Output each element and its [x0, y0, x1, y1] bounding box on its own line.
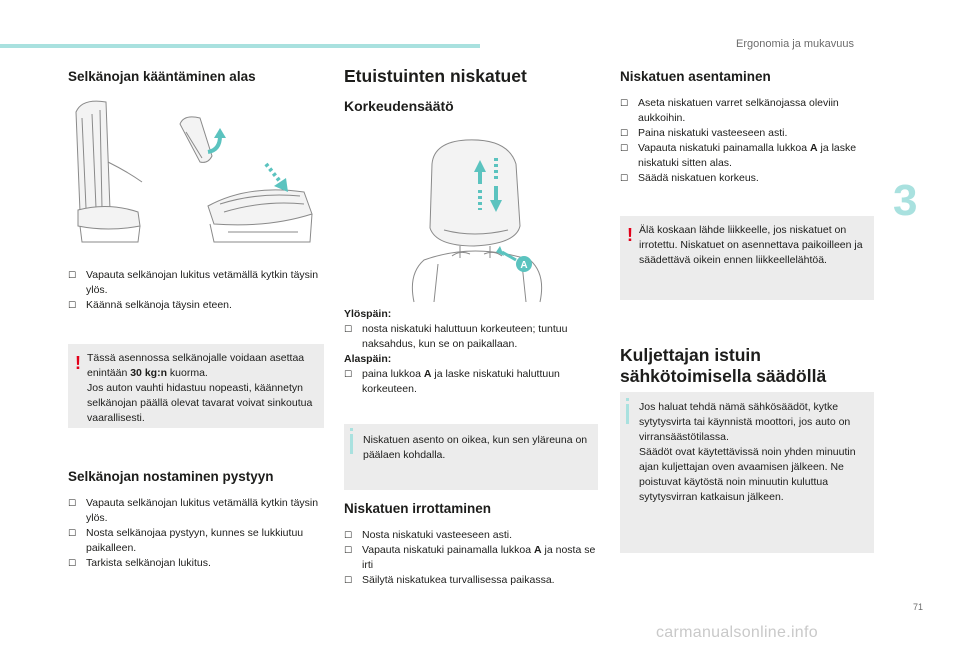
checkbox-icon: ☐	[344, 369, 353, 379]
warning-box	[620, 216, 874, 300]
remove-steps	[344, 528, 600, 588]
heading-fold-backrest: Selkänojan kääntäminen alas	[68, 69, 256, 84]
info-icon	[350, 434, 353, 454]
heading-install-headrest: Niskatuen asentaminen	[620, 69, 771, 84]
step-item: ☐ Paina niskatuki vasteeseen asti.	[620, 127, 788, 139]
step-item: ☐ Aseta niskatuen varret selkänojassa oleviin aukkoihin.	[620, 97, 839, 124]
step-item: ☐ Nosta selkänojaa pystyyn, kunnes se lukkiutuu paikalleen.	[68, 527, 304, 554]
info-box	[344, 424, 598, 490]
warning-icon: !	[627, 225, 633, 245]
chapter-number: 3	[893, 176, 918, 225]
info-line-2: Säädöt ovat käytettävissä noin yhden minuutin ajan kuljettajan oven avaamisen jälkeen. Ne poistuvat käytöstä noin minuutin kuluttua sytytysvirran katkaisun jälkeen.	[639, 446, 856, 503]
seat-fold-illustration	[68, 92, 324, 254]
checkbox-icon: ☐	[344, 530, 353, 540]
checkbox-icon: ☐	[68, 528, 77, 538]
label-down: Alaspäin:	[344, 353, 392, 365]
step-item: ☐ Vapauta niskatuki painamalla lukkoa A ja nosta se irti	[344, 544, 596, 571]
warning-text: Älä koskaan lähde liikkeelle, jos niskatuet on irrotettu. Niskatuet on asennettava paikoilleen ja säädettävä oikein ennen liikkeellelähtöä.	[639, 224, 863, 266]
info-icon	[626, 404, 629, 424]
info-line-1: Jos haluat tehdä nämä sähkösäädöt, kytke sytytysvirta tai käynnistä moottori, jos auto on virransäästötilassa.	[639, 401, 851, 443]
checkbox-icon: ☐	[344, 575, 353, 585]
page-number: 71	[913, 602, 924, 612]
step-item: ☐ Vapauta niskatuki painamalla lukkoa A ja laske niskatuki sitten alas.	[620, 142, 857, 169]
title-line-1: Kuljettajan istuin	[620, 345, 761, 365]
step-item: ☐ Käännä selkänoja täysin eteen.	[68, 299, 232, 311]
watermark: carmanualsonline.info	[656, 624, 818, 641]
info-text: Niskatuen asento on oikea, kun sen yläreuna on päälaen kohdalla.	[363, 434, 588, 461]
warning-box	[68, 344, 324, 428]
section-title: Ergonomia ja mukavuus	[736, 38, 855, 50]
checkbox-icon: ☐	[68, 270, 77, 280]
step-item: ☐ Nosta niskatuki vasteeseen asti.	[344, 529, 512, 541]
title-driver-seat	[620, 345, 826, 387]
subtitle-height-adjust: Korkeudensäätö	[344, 98, 454, 114]
install-steps	[620, 96, 876, 186]
steps-raise	[68, 496, 324, 571]
step-item: ☐ nosta niskatuki haluttuun korkeuteen; tuntuu naksahdus, kun se on paikallaan.	[344, 323, 568, 350]
checkbox-icon: ☐	[620, 98, 629, 108]
step-item: ☐ Tarkista selkänojan lukitus.	[68, 557, 211, 569]
page-title-headrests: Etuistuinten niskatuet	[344, 66, 527, 86]
warning-icon: !	[75, 353, 81, 373]
checkbox-icon: ☐	[620, 173, 629, 183]
step-item: ☐ paina lukkoa A ja laske niskatuki haluttuun korkeuteen.	[344, 368, 560, 395]
step-item: ☐ Säädä niskatuen korkeus.	[620, 172, 759, 184]
step-item: ☐ Säilytä niskatukea turvallisessa paikassa.	[344, 574, 555, 586]
label-up: Ylöspäin:	[344, 308, 392, 320]
heading-raise-backrest: Selkänojan nostaminen pystyyn	[68, 469, 274, 484]
checkbox-icon: ☐	[620, 128, 629, 138]
title-line-2: sähkötoimisella säädöllä	[620, 366, 827, 386]
step-item: ☐ Vapauta selkänojan lukitus vetämällä kytkin täysin ylös.	[68, 497, 319, 524]
checkbox-icon: ☐	[344, 324, 353, 334]
heading-remove-headrest: Niskatuen irrottaminen	[344, 501, 492, 516]
checkbox-icon: ☐	[620, 143, 629, 153]
checkbox-icon: ☐	[68, 498, 77, 508]
headrest-illustration	[404, 134, 564, 304]
height-adjust-steps	[344, 307, 600, 397]
figure-label-a: A	[520, 260, 528, 271]
checkbox-icon: ☐	[344, 545, 353, 555]
checkbox-icon: ☐	[68, 558, 77, 568]
header-accent-bar	[0, 44, 480, 48]
step-item: ☐ Vapauta selkänojan lukitus vetämällä kytkin täysin ylös.	[68, 269, 319, 296]
info-box	[620, 392, 874, 553]
warning-line-1: Tässä asennossa selkänojalle voidaan asettaa enintään 30 kg:n kuorma.	[87, 352, 305, 379]
steps-fold	[68, 268, 324, 313]
checkbox-icon: ☐	[68, 300, 77, 310]
warning-line-2: Jos auton vauhti hidastuu nopeasti, käännetyn selkänojan päällä olevat tavarat voivat sinkoutua vaarallisesti.	[87, 382, 313, 424]
